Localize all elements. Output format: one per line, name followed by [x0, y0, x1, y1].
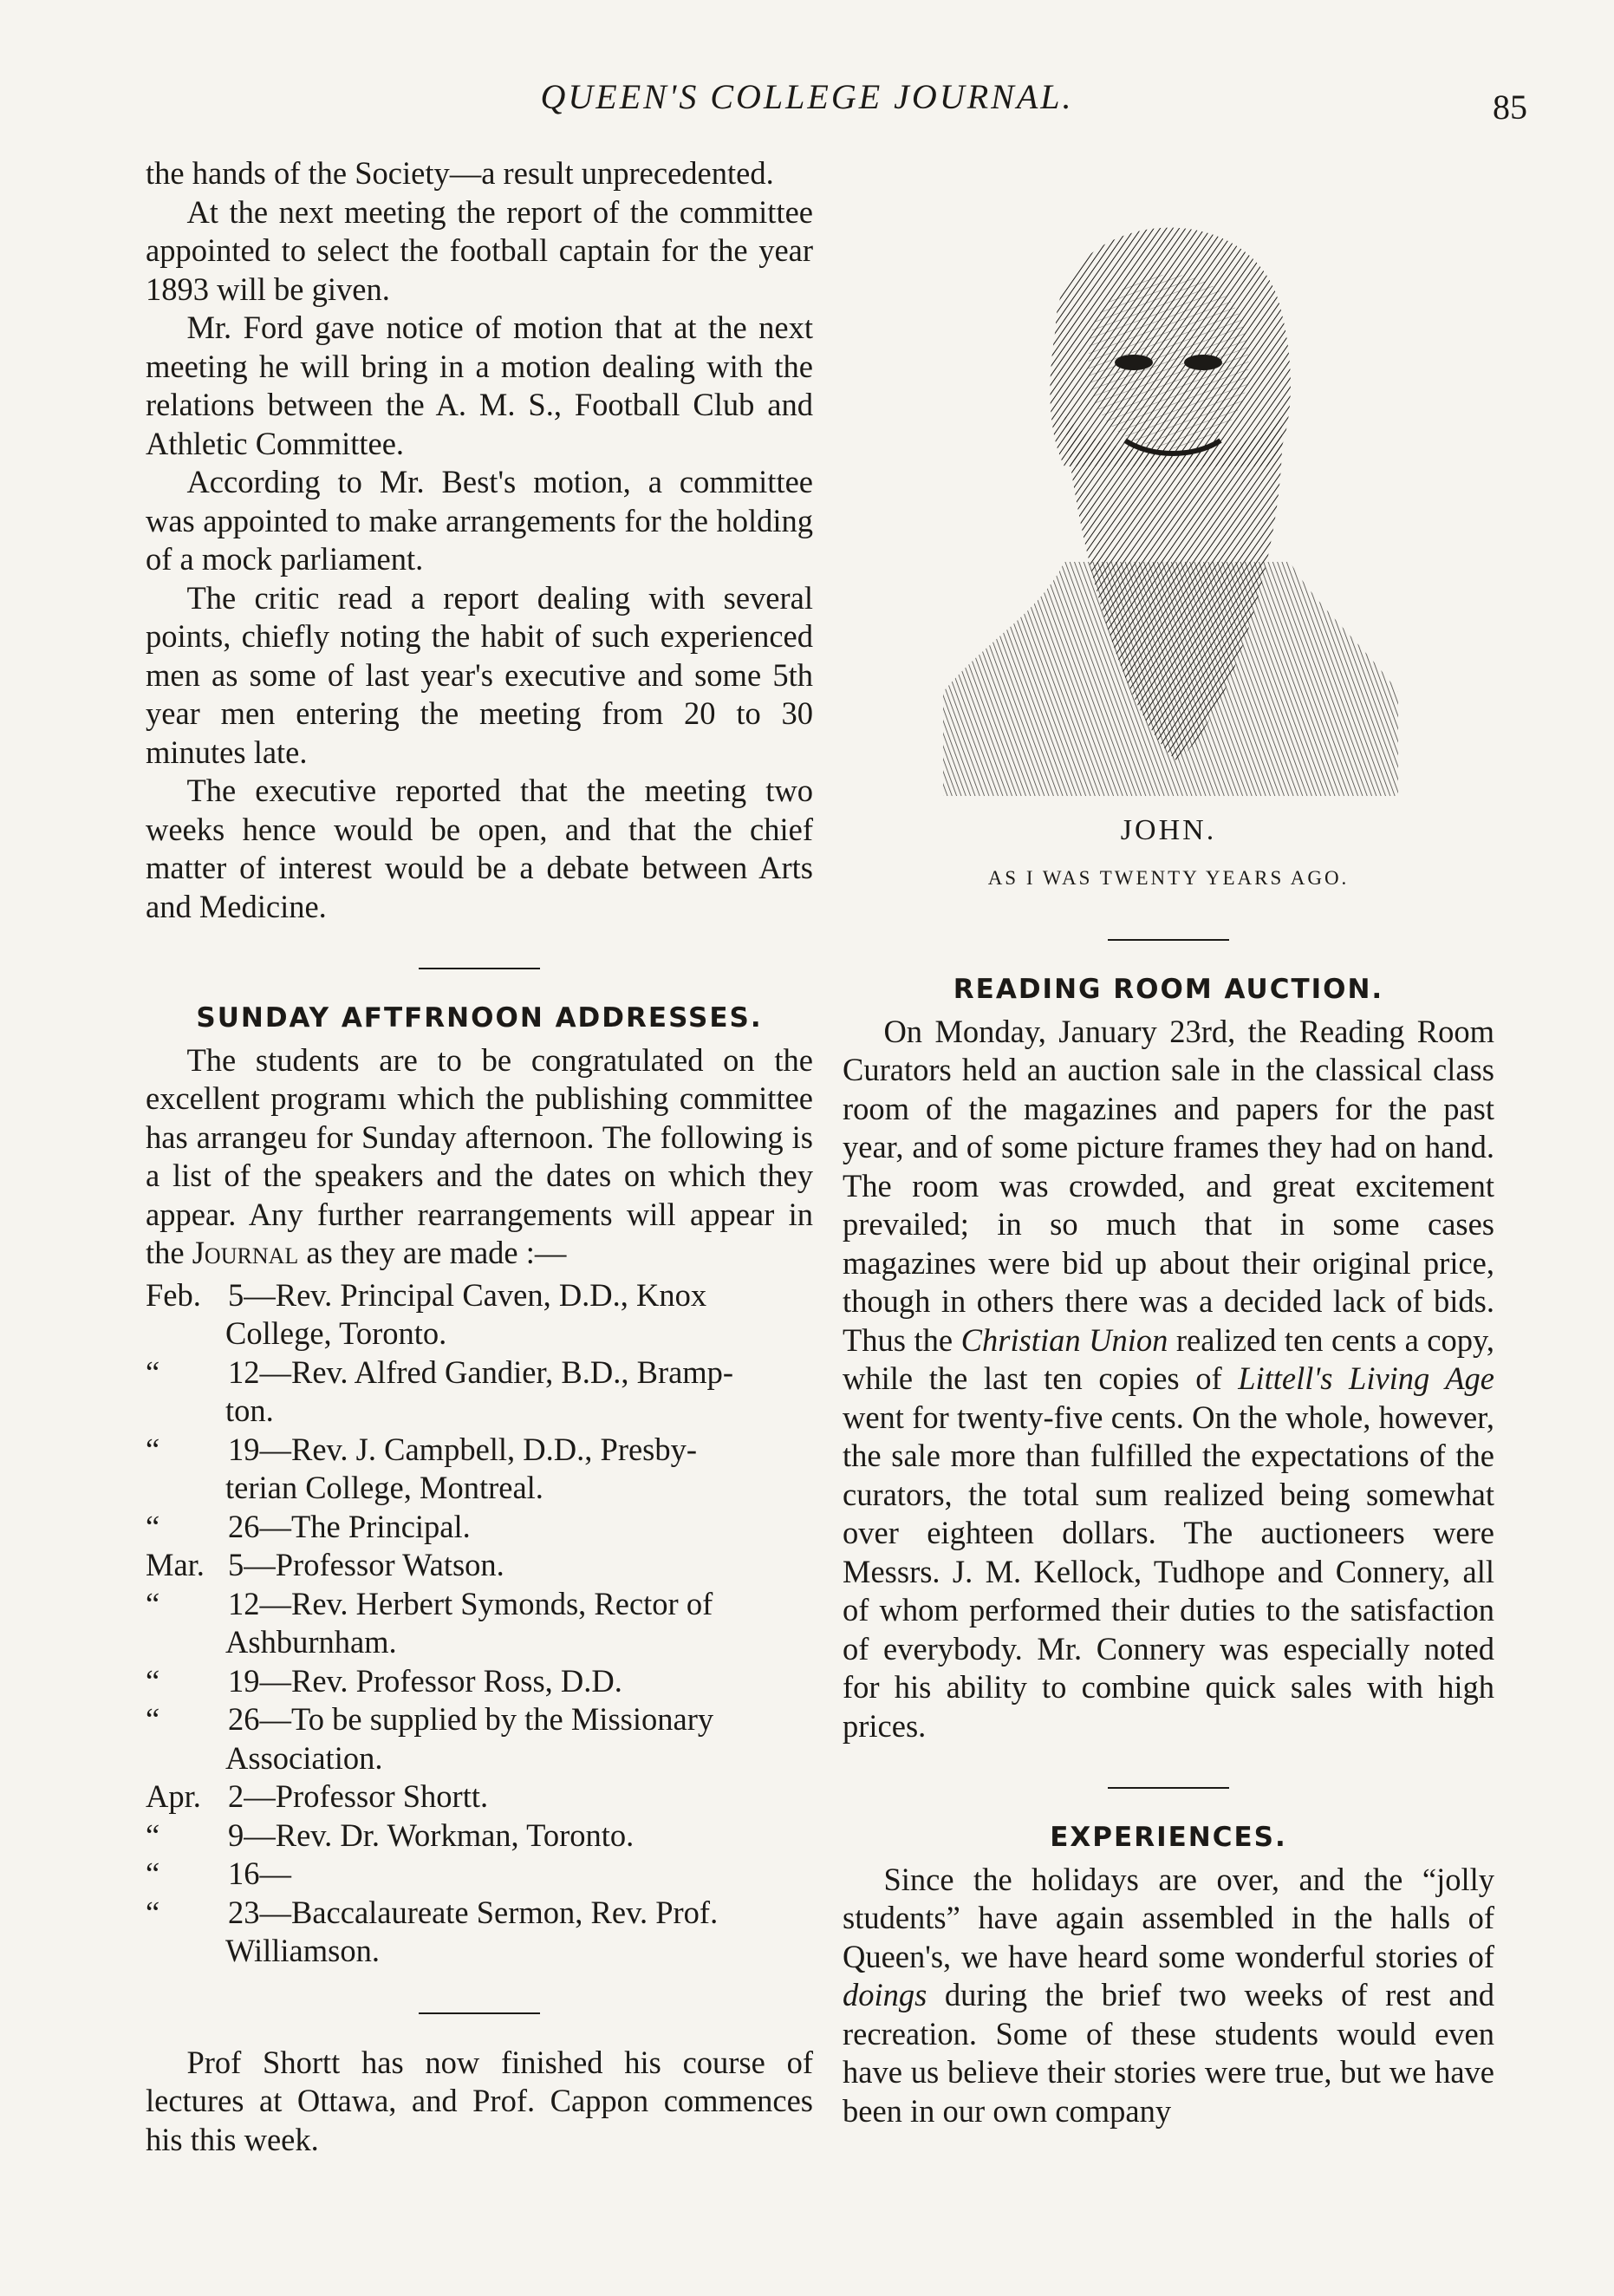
schedule-month: Mar. — [146, 1547, 205, 1582]
schedule-month: “ — [146, 1894, 160, 1930]
left-column — [146, 154, 813, 2159]
schedule-month: “ — [146, 1662, 160, 1699]
schedule-month: “ — [146, 1856, 160, 1891]
schedule-row — [146, 1700, 813, 1739]
paragraph: the hands of the Society—a result unprecedented. — [146, 155, 774, 191]
schedule-entry — [228, 1508, 813, 1547]
schedule-entry-text: 2—Professor Shortt. — [228, 1778, 489, 1814]
right-column — [843, 154, 1494, 2130]
section-divider — [1108, 939, 1229, 941]
schedule-entry-continuation: Williamson. — [225, 1933, 380, 1968]
journal-name: Journal — [192, 1235, 299, 1270]
schedule-entry-continuation: College, Toronto. — [225, 1315, 447, 1351]
section-heading-experiences: EXPERIENCES. — [1050, 1822, 1287, 1853]
schedule-month: “ — [146, 1585, 160, 1621]
section-heading-auction: READING ROOM AUCTION. — [953, 974, 1384, 1005]
auction-text: went for twenty-five cents. On the whole, however, the sale more than fulfilled the expectations of the curators, the total sum realized being somewhat over eighteen dollars. The auctioneers were Messrs. J. M. Kellock, Tudhope and Connery, all of whom performed their duties to the satisfaction of everybody. Mr. Connery was especially noted for his ability to combine quick sales with high prices. — [843, 1399, 1494, 1744]
schedule-month: “ — [146, 1353, 160, 1390]
schedule-row — [146, 1585, 813, 1624]
emphasis: doings — [843, 1977, 927, 2012]
schedule-entry-text: 23—Baccalaureate Sermon, Rev. Prof. — [228, 1894, 719, 1930]
schedule-month: Feb. — [146, 1276, 201, 1313]
closing-paragraph: Prof Shortt has now finished his course of lectures at Ottawa, and Prof. Cappon commences his this week. — [146, 2044, 813, 2157]
schedule-month: “ — [146, 1701, 160, 1737]
schedule-entry-text: 5—Professor Watson. — [228, 1547, 504, 1582]
schedule-row — [146, 1353, 813, 1393]
schedule-entry-continuation: Association. — [225, 1739, 383, 1776]
schedule-row — [146, 1894, 813, 1933]
schedule-entry — [228, 1353, 813, 1393]
experiences-text: Since the holidays are over, and the “jolly students” have again assembled in the halls of Queen's, we have heard some wonderful stories of — [843, 1861, 1494, 1974]
schedule-entry-text: 5—Rev. Principal Caven, D.D., Knox — [228, 1276, 707, 1313]
schedule-entry-text: 26—To be supplied by the Missionary — [228, 1701, 714, 1737]
portrait-engraving — [926, 154, 1411, 796]
schedule-entry-text: 26—The Principal. — [228, 1508, 471, 1544]
schedule-entry — [228, 1855, 813, 1894]
paragraph: According to Mr. Best's motion, a committee was appointed to make arrangements for the holding of a mock parliament. — [146, 464, 813, 577]
schedule-row — [146, 1855, 813, 1894]
schedule-entry-text: 16— — [228, 1856, 291, 1891]
sunday-schedule — [146, 1276, 813, 1971]
paragraph: Mr. Ford gave notice of motion that at the next meeting he will bring in a motion dealing with the relations between the A. M. S., Football Club and Athletic Committee. — [146, 310, 813, 461]
schedule-entry-continuation: Ashburnham. — [225, 1624, 397, 1660]
auction-paragraph — [843, 1013, 1494, 1746]
schedule-entry — [228, 1546, 813, 1585]
portrait-caption: JOHN. — [1120, 814, 1217, 846]
sunday-intro — [146, 1041, 813, 1273]
schedule-row — [146, 1276, 813, 1315]
schedule-row — [146, 1546, 813, 1585]
intro-text: as they are made :— — [298, 1235, 567, 1270]
schedule-row — [146, 1817, 813, 1856]
schedule-entry — [228, 1700, 813, 1739]
page-number: 85 — [1493, 88, 1527, 127]
section-divider — [1108, 1787, 1229, 1789]
schedule-entry-text: 19—Rev. J. Campbell, D.D., Presby- — [228, 1431, 698, 1467]
experiences-text: during the brief two weeks of rest and recreation. Some of these students would even have us believe their stories were true, but we have been in our own company — [843, 1977, 1494, 2129]
schedule-month: Apr. — [146, 1778, 201, 1814]
schedule-row — [146, 1777, 813, 1817]
paragraph: The critic read a report dealing with several points, chiefly noting the habit of such experienced men as some of last year's executive and some 5th year men entering the meeting from 20 to 30 minutes late. — [146, 579, 813, 770]
auction-text: realized ten cents a copy, while the last ten copies of — [843, 1321, 1495, 1396]
schedule-month: “ — [146, 1431, 160, 1467]
schedule-entry-text: 19—Rev. Professor Ross, D.D. — [228, 1662, 622, 1699]
section-heading-sunday: SUNDAY AFTFRNOON ADDRESSES. — [196, 1002, 763, 1034]
schedule-month: “ — [146, 1508, 160, 1544]
section-divider — [419, 2012, 540, 2014]
schedule-entry-text: 12—Rev. Herbert Symonds, Rector of — [228, 1585, 713, 1621]
schedule-entry — [228, 1817, 813, 1856]
schedule-row — [146, 1431, 813, 1470]
experiences-paragraph — [843, 1861, 1494, 2131]
schedule-entry-text: 9—Rev. Dr. Workman, Toronto. — [228, 1817, 635, 1853]
schedule-row — [146, 1508, 813, 1547]
schedule-entry — [228, 1894, 813, 1933]
schedule-row — [146, 1662, 813, 1701]
periodical-title: Littell's Living Age — [1238, 1360, 1494, 1396]
periodical-title: Christian Union — [960, 1321, 1168, 1358]
paragraph: At the next meeting the report of the committee appointed to select the football captain for the year 1893 will be given. — [146, 193, 813, 307]
schedule-entry — [228, 1431, 813, 1470]
schedule-entry — [228, 1662, 813, 1701]
intro-text: The students are to be congratulated on the excellent programı which the publishing committee has arrangeu for Sunday afternoon. The following is a list of the speakers and the dates on which they appear. Any further rearrangements will appear in the — [146, 1041, 813, 1270]
schedule-entry-continuation: terian College, Montreal. — [225, 1470, 543, 1505]
running-header: QUEEN'S COLLEGE JOURNAL. — [540, 77, 1074, 116]
auction-text: On Monday, January 23rd, the Reading Room Curators held an auction sale in the classical class room of the magazines and papers for the past year, and of some picture frames they had on hand. The room was crowded, and great excitement prevailed; in so much that in some cases magazines were bid up about their original price, though in others there was a decided lack of bids. Thus the — [843, 1013, 1494, 1358]
schedule-entry-continuation: ton. — [225, 1393, 274, 1428]
schedule-month: “ — [146, 1817, 160, 1853]
portrait-subcaption: AS I WAS TWENTY YEARS AGO. — [987, 866, 1350, 889]
schedule-entry — [228, 1276, 813, 1315]
schedule-entry — [228, 1777, 813, 1817]
section-divider — [419, 968, 540, 969]
schedule-entry — [228, 1585, 813, 1624]
paragraph: The executive reported that the meeting two weeks hence would be open, and that the chief matter of interest would be a debate between Arts and Medicine. — [146, 773, 813, 924]
schedule-entry-text: 12—Rev. Alfred Gandier, B.D., Bramp- — [228, 1353, 734, 1390]
